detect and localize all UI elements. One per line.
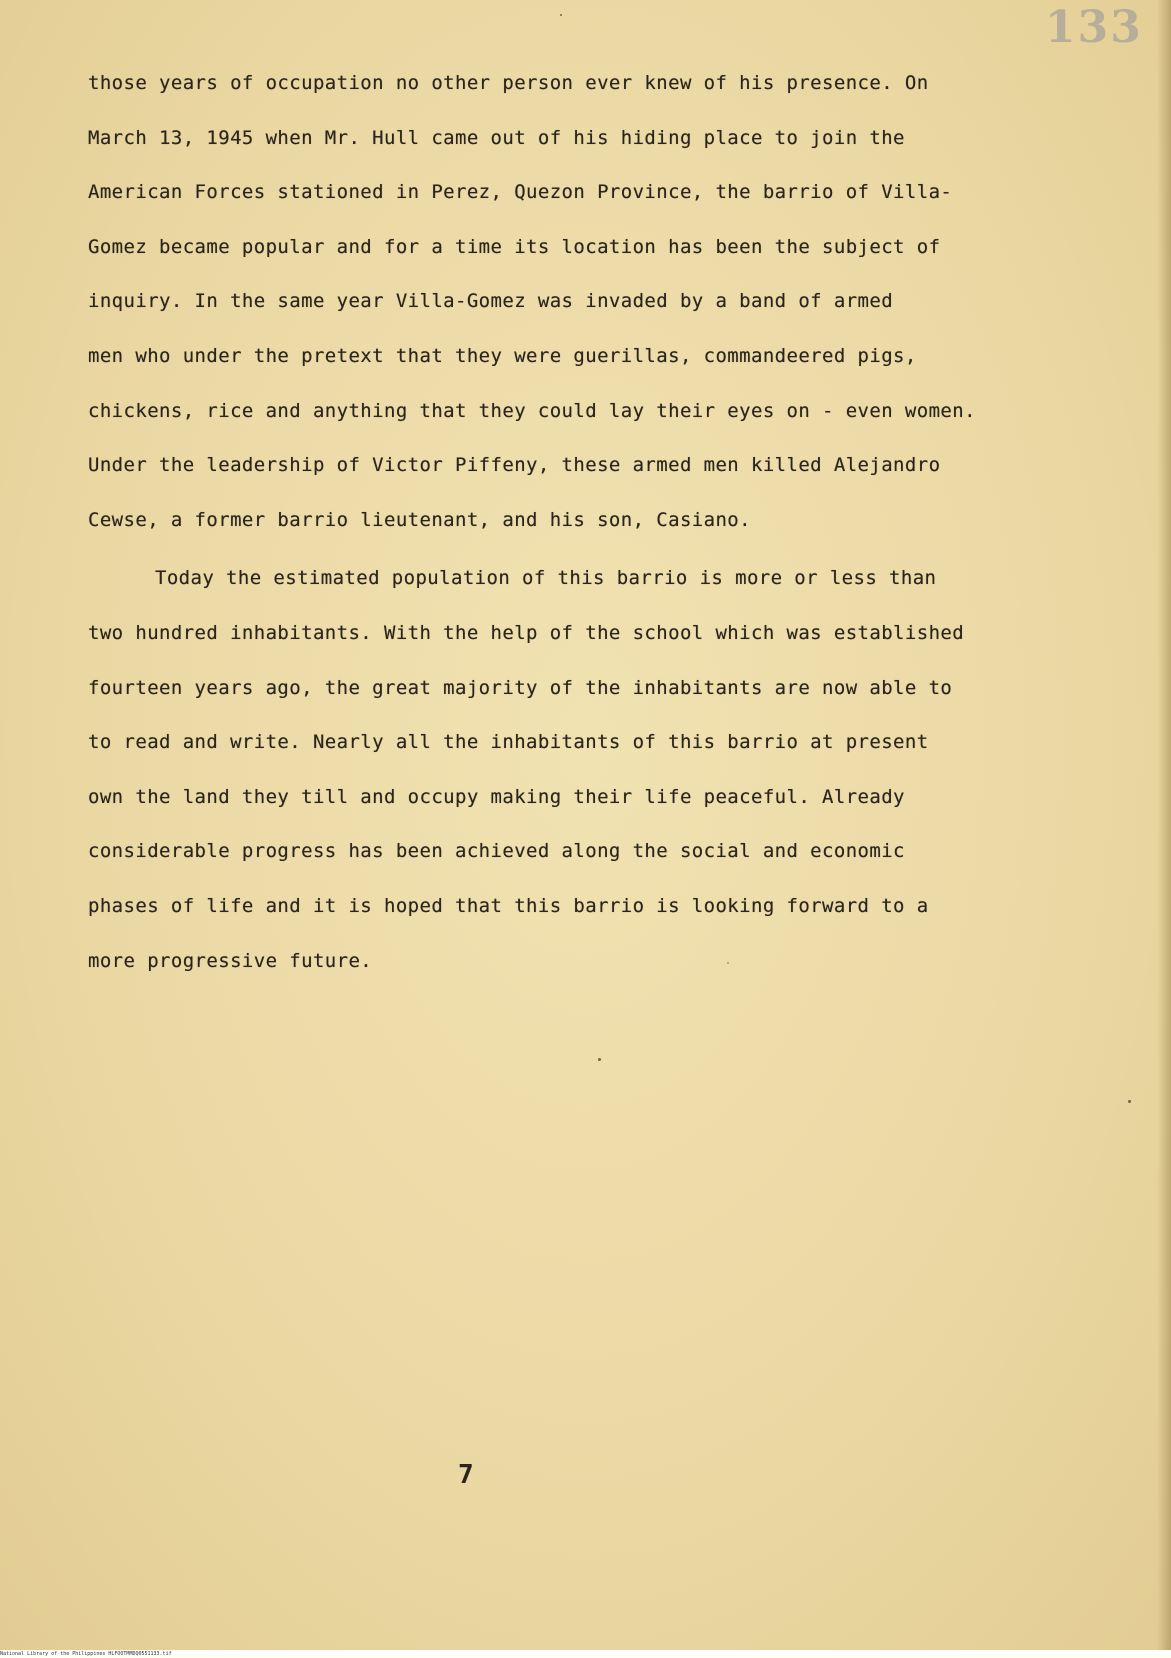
text-line: own the land they till and occupy making their life peaceful. Already [88, 785, 905, 808]
text-line: chickens, rice and anything that they could lay their eyes on - even women. [88, 399, 976, 422]
paper-speck [560, 14, 562, 16]
text-line: Under the leadership of Victor Piffeny, these armed men killed Alejandro [88, 454, 941, 477]
text-line: phases of life and it is hoped that this barrio is looking forward to a [88, 894, 929, 917]
scan-footer-caption: National Library of the Philippines HLFOOTMMDQ0551133.tif [0, 1651, 172, 1657]
scan-footer-bar [0, 1650, 1171, 1658]
stamped-page-number: 133 [1045, 2, 1143, 53]
text-line: those years of occupation no other person ever knew of his presence. On [88, 72, 929, 94]
text-line: more progressive future. [88, 949, 373, 972]
text-line: to read and write. Nearly all the inhabitants of this barrio at present [88, 731, 929, 754]
typed-text-body [88, 56, 1128, 988]
text-line: Today the estimated population of this barrio is more or less than [155, 567, 937, 590]
paper-speck [1128, 1100, 1131, 1103]
paragraph-2 [88, 551, 1128, 988]
text-line: fourteen years ago, the great majority of the inhabitants are now able to [88, 676, 953, 699]
text-line: considerable progress has been achieved along the social and economic [88, 840, 905, 863]
text-line: Cewse, a former barrio lieutenant, and his son, Casiano. [88, 508, 751, 531]
text-line: Gomez became popular and for a time its location has been the subject of [88, 235, 941, 258]
text-line: March 13, 1945 when Mr. Hull came out of his hiding place to join the [88, 126, 905, 149]
paragraph-1 [88, 56, 1128, 547]
page-edge-shadow [1157, 0, 1171, 1650]
paper-speck [598, 1058, 601, 1061]
text-line: men who under the pretext that they were guerillas, commandeered pigs, [88, 344, 917, 367]
paper-speck [727, 962, 729, 964]
text-line: two hundred inhabitants. With the help of the school which was established [88, 621, 965, 644]
text-line: inquiry. In the same year Villa-Gomez was invaded by a band of armed [88, 290, 894, 313]
footer-page-number: 7 [458, 1460, 474, 1490]
text-line: American Forces stationed in Perez, Quezon Province, the barrio of Villa- [88, 181, 953, 204]
